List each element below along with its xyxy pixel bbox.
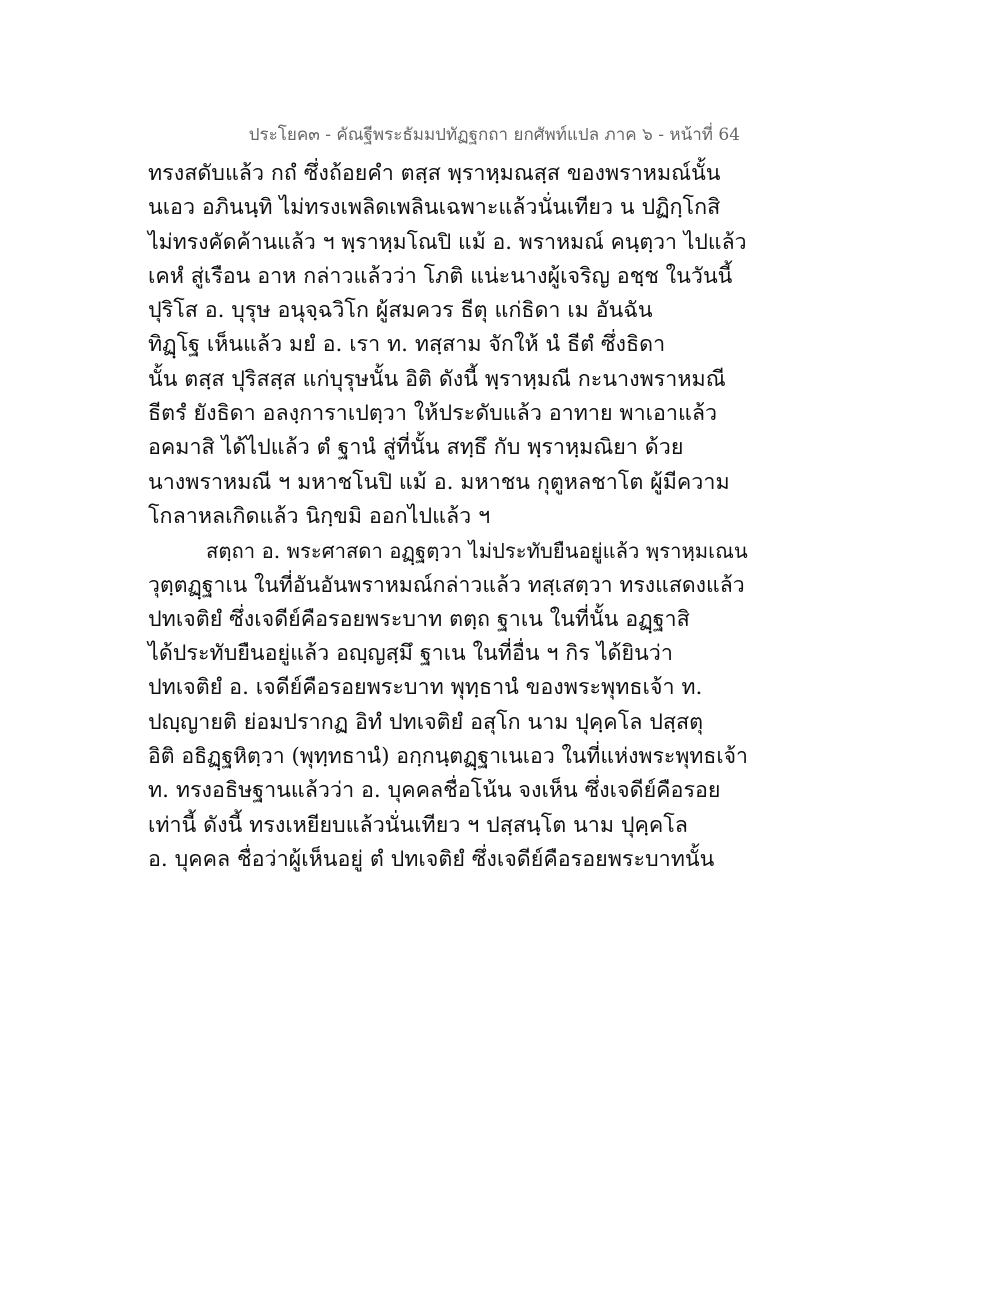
text-line: โกลาหลเกิดแล้ว นิกฺขมิ ออกไปแล้ว ฯ [148, 503, 491, 529]
text-line: ปญฺญายติ ย่อมปรากฏ อิทํ ปทเจติยํ อสุโก นาม ปุคฺคโล ปสฺสตุ [148, 709, 704, 735]
text-line: เคหํ สู่เรือน อาห กล่าวแล้วว่า โภติ แน่ะนางผู้เจริญ อชฺช ในวันนี้ [148, 263, 733, 289]
text-line: ปุริโส อ. บุรุษ อนุจฺฉวิโก ผู้สมควร ธีตุ แก่ธิดา เม อันฉัน [148, 298, 653, 324]
body-text [148, 157, 748, 877]
text-line: ได้ประทับยืนอยู่แล้ว อญฺญสฺมึ ฐาเน ในที่อื่น ฯ กิร ได้ยินว่า [148, 641, 673, 667]
text-line: ปทเจติยํ อ. เจดีย์คือรอยพระบาท พุทฺธานํ ของพระพุทธเจ้า ท. [148, 675, 703, 701]
paragraph-2 [148, 534, 748, 877]
text-line: ไม่ทรงคัดค้านแล้ว ฯ พฺราหฺมโณปิ แม้ อ. พราหมณ์ คนฺตฺวา ไปแล้ว [148, 229, 747, 255]
page-header: ประโยค๓ - คัณฐีพระธัมมปทัฏฐกถา ยกศัพท์แปล ภาค ๖ - หน้าที่ 64 [248, 125, 740, 145]
text-line-indented: สตฺถา อ. พระศาสดา อฏฺฐตฺวา ไม่ประทับยืนอยู่แล้ว พฺราหฺมเณน [206, 539, 748, 564]
text-line: ท. ทรงอธิษฐานแล้วว่า อ. บุคคลชื่อโน้น จงเห็น ซึ่งเจดีย์คือรอย [148, 778, 721, 804]
text-line: ธีตรํ ยังธิดา อลงฺการาเปตฺวา ให้ประดับแล้ว อาทาย พาเอาแล้ว [148, 401, 718, 427]
text-line: นเอว อภินนฺทิ ไม่ทรงเพลิดเพลินเฉพาะแล้วนั่นเทียว น ปฏิกฺโกสิ [148, 195, 721, 221]
text-line: อ. บุคคล ชื่อว่าผู้เห็นอยู่ ตํ ปทเจติยํ ซึ่งเจดีย์คือรอยพระบาทนั้น [148, 846, 715, 872]
text-line: ปทเจติยํ ซึ่งเจดีย์คือรอยพระบาท ตตฺถ ฐาเน ในที่นั้น อฏฺฐาสิ [148, 606, 690, 632]
text-line: ทิฏฺโฐ เห็นแล้ว มยํ อ. เรา ท. ทสฺสาม จักให้ นํ ธีตํ ซึ่งธิดา [148, 332, 666, 358]
text-line: นางพราหมณี ฯ มหาชโนปิ แม้ อ. มหาชน กุตูหลชาโต ผู้มีความ [148, 469, 730, 495]
text-line: ทรงสดับแล้ว กถํ ซึ่งถ้อยคำ ตสฺส พฺราหฺมณสฺส ของพราหมณ์นั้น [148, 161, 721, 186]
text-line: เท่านี้ ดังนี้ ทรงเหยียบแล้วนั่นเทียว ฯ ปสฺสนฺโต นาม ปุคฺคโล [148, 812, 688, 838]
text-line: วุตฺตฏฺฐาเน ในที่อันอันพราหมณ์กล่าวแล้ว ทสฺเสตฺวา ทรงแสดงแล้ว [148, 572, 745, 598]
paragraph-1 [148, 157, 748, 534]
text-line: อคมาสิ ได้ไปแล้ว ตํ ฐานํ สู่ที่นั้น สทฺธึ กับ พฺราหฺมณิยา ด้วย [148, 435, 684, 461]
text-line: นั้น ตสฺส ปุริสสฺส แก่บุรุษนั้น อิติ ดังนี้ พฺราหฺมณี กะนางพราหมณี [148, 366, 726, 392]
text-line: อิติ อธิฏฺฐหิตฺวา (พุทฺทธานํ) อกฺกนฺตฏฺฐาเนเอว ในที่แห่งพระพุทธเจ้า [148, 744, 748, 770]
